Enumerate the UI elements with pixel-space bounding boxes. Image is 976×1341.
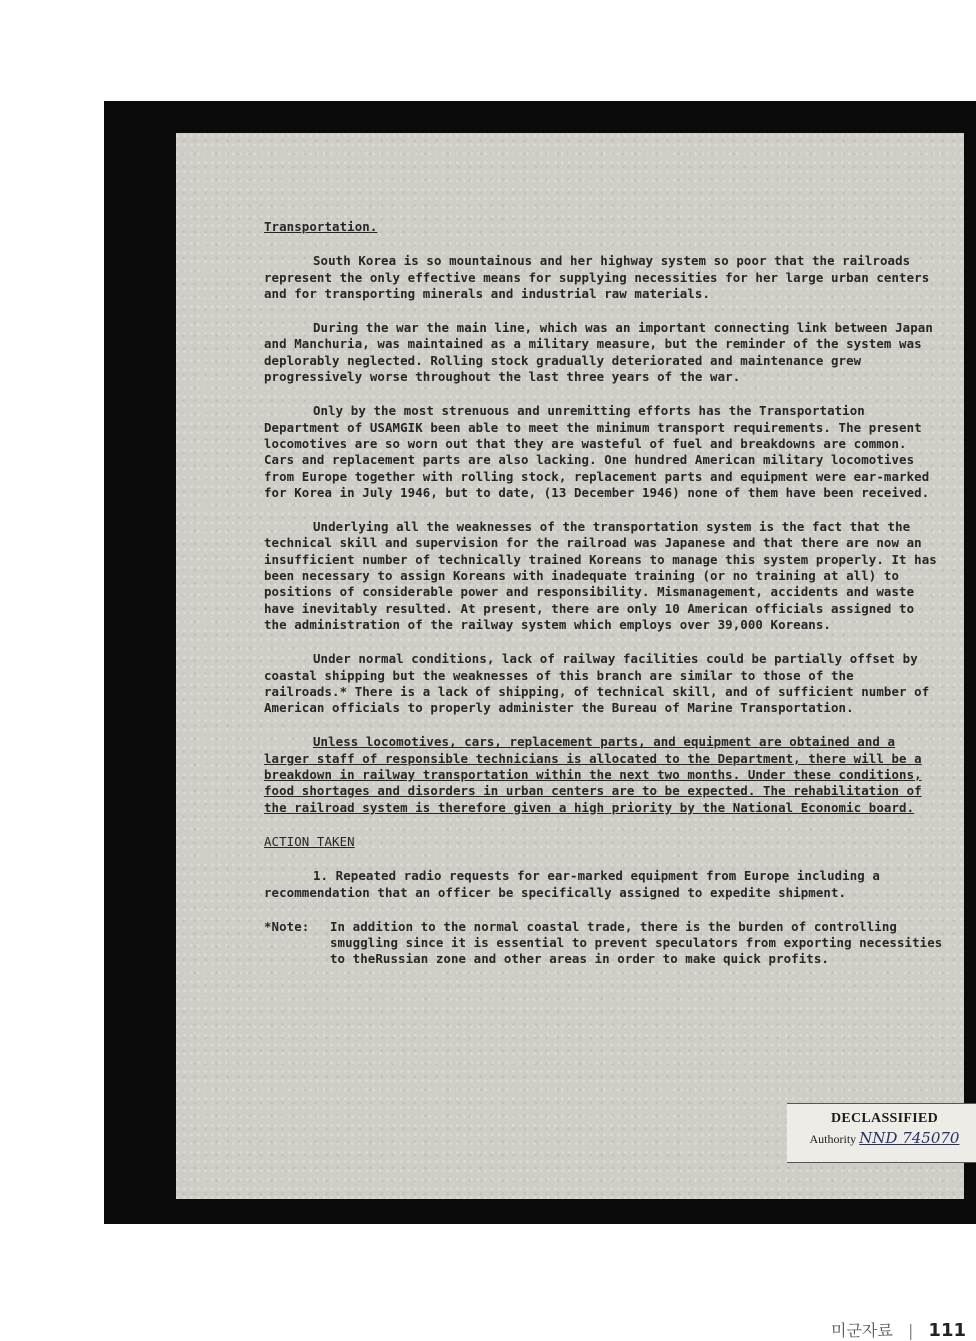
declassified-stamp [787, 1103, 976, 1163]
document-body [264, 219, 944, 968]
paragraph-geography: South Korea is so mountainous and her highway system so poor that the railroads represent the only effective means for supplying necessities for her large urban centers and for transporting minerals and industrial raw materials. [264, 253, 930, 301]
stamp-title: DECLASSIFIED [830, 1111, 939, 1126]
scanned-page-frame [104, 101, 976, 1224]
action-item: 1. Repeated radio requests for ear-marked equipment from Europe including a recommendation that an officer be specifically assigned to expedite shipment. [264, 868, 880, 900]
paragraph-technical-skill: Underlying all the weaknesses of the transportation system is the fact that the technical skill and supervision for the railroad was Japanese and that there are now an insufficient number of technically trained Koreans to manage this system properly. It has been necessary to assign Koreans with inadequate training (or no training at all) to positions of considerable power and responsibility. Mismanagement, accidents and waste have inevitably resulted. At present, there are only 10 American officials assigned to the administration of the railway system which employs over 39,000 Koreans. [264, 519, 937, 632]
section-heading: Transportation. [264, 219, 378, 234]
stamp-authority-label: Authority [809, 1132, 857, 1146]
paragraph-breakdown-warning: Unless locomotives, cars, replacement parts, and equipment are obtained and a larger staff of responsible technicians is allocated to the Department, there will be a breakdown in railway transportation within the next two months. Under these conditions, food shortages and disorders in urban centers are to be expected. The rehabilitation of the railroad system is therefore given a high priority by the National Economic board. [264, 734, 922, 815]
footer-page-number: 111 [928, 1320, 966, 1341]
paragraph-wartime: During the war the main line, which was an important connecting link between Japan and Manchuria, was maintained as a military measure, but the reminder of the system was deplorably neglected. Rolling stock gradually deteriorated and maintenance grew progressively worse throughout the last three years of the war. [264, 320, 933, 385]
action-taken-heading: ACTION TAKEN [264, 833, 355, 849]
footer-section-label: 미군자료 [831, 1321, 893, 1340]
footnote [264, 919, 944, 968]
footer-separator: | [907, 1321, 914, 1340]
stamp-authority-line [787, 1129, 976, 1147]
document-sheet [176, 133, 964, 1199]
footnote-label: *Note: [264, 918, 310, 934]
stamp-authority-value: NND 745070 [859, 1129, 960, 1147]
paragraph-usamgik: Only by the most strenuous and unremitting efforts has the Transportation Department of USAMGIK been able to meet the minimum transport requirements. The present locomotives are so worn out that they are wasteful of fuel and breakdowns are common. Cars and replacement parts are also lacking. One hundred American military locomotives from Europe together with rolling stock, replacement parts and equipment were ear-marked for Korea in July 1946, but to date, (13 December 1946) none of them have been received. [264, 403, 930, 500]
page-footer [831, 1318, 966, 1341]
paragraph-coastal-shipping: Under normal conditions, lack of railway facilities could be partially offset by coastal shipping but the weaknesses of this branch are similar to those of the railroads.* There is a lack of shipping, of technical skill, and of sufficient number of American officials to properly administer the Bureau of Marine Transportation. [264, 651, 930, 716]
footnote-text: In addition to the normal coastal trade, there is the burden of controlling smuggling since it is essential to prevent speculators from exporting necessities to theRussian zone and other areas in order to make quick profits. [330, 918, 943, 967]
